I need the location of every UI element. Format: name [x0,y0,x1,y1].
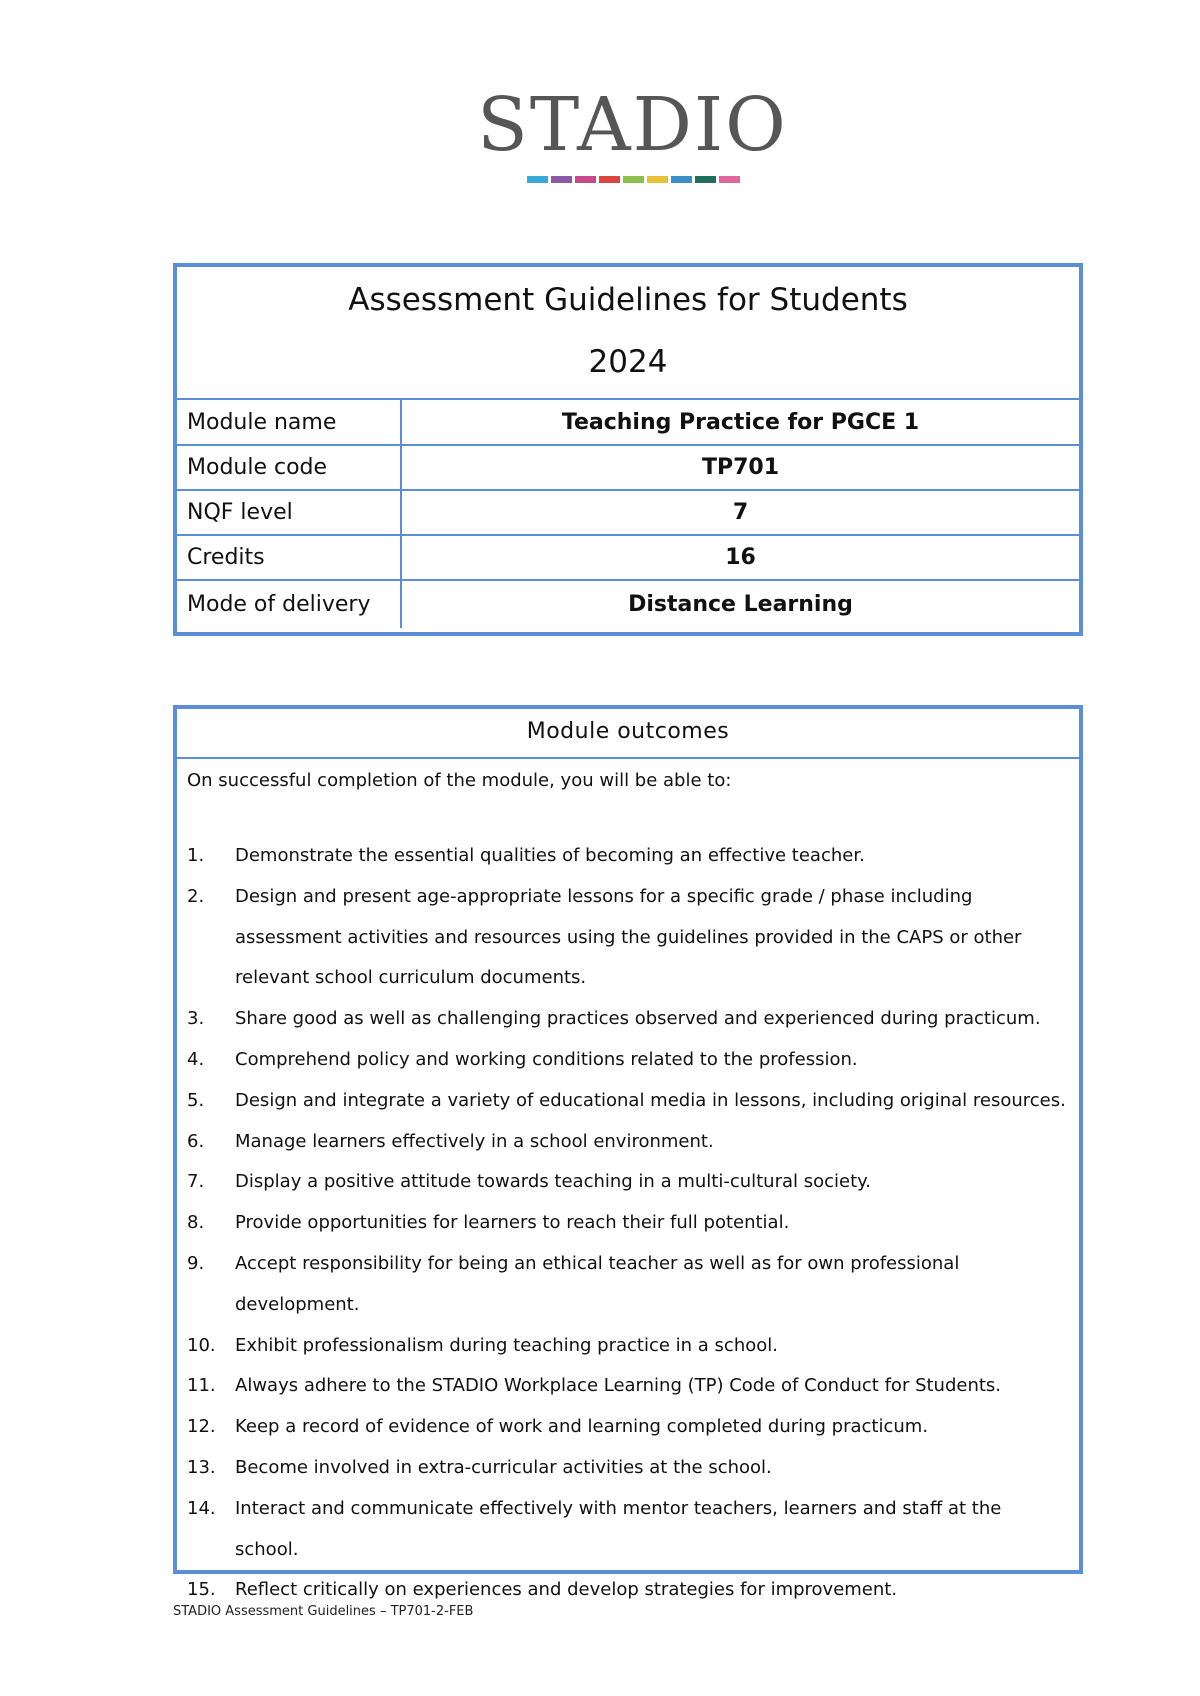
outcome-text: Comprehend policy and working conditions related to the profession. [235,1048,858,1070]
outcome-text: Accept responsibility for being an ethical teacher as well as for own professional development. [235,1252,960,1315]
outcomes-body [177,759,1079,1611]
outcome-text: Manage learners effectively in a school environment. [235,1130,714,1152]
outcomes-intro: On successful completion of the module, you will be able to: [187,770,732,791]
outcome-item [187,836,1069,877]
info-label: Credits [177,535,401,580]
page-title: Assessment Guidelines for Students [348,282,908,318]
logo-bar-segment [527,176,548,183]
outcome-text: Demonstrate the essential qualities of becoming an effective teacher. [235,845,865,866]
outcome-item [187,1081,1069,1122]
outcome-item [187,1203,1069,1244]
info-value: 16 [401,535,1079,580]
info-row [177,580,1079,628]
page-year: 2024 [588,344,668,380]
outcome-text: Display a positive attitude towards teaching in a multi-cultural society. [235,1171,871,1193]
outcome-text: Design and present age-appropriate lessons for a specific grade / phase including assessment activities and resources using the guidelines provided in the CAPS or other relevant school curriculum documents. [235,885,1022,989]
outcome-text: Become involved in extra-curricular activities at the school. [235,1456,772,1478]
outcome-item [187,1326,1069,1367]
outcome-number: 12. [187,1416,216,1438]
info-row [177,445,1079,490]
logo-bar-segment [575,176,596,183]
outcome-text: Interact and communicate effectively with mentor teachers, learners and staff at the school. [235,1497,1002,1560]
outcome-number: 10. [187,1334,216,1356]
outcome-item [187,1244,1069,1326]
outcome-number: 14. [187,1497,216,1519]
logo-bar-segment [599,176,620,183]
outcome-number: 6. [187,1130,205,1152]
outcome-item [187,1407,1069,1448]
outcome-number: 7. [187,1171,205,1193]
module-info-table [177,400,1079,628]
outcome-item [187,1162,1069,1203]
info-label: Module code [177,445,401,490]
info-label: NQF level [177,490,401,535]
outcomes-heading: Module outcomes [177,709,1079,759]
outcome-text: Exhibit professionalism during teaching practice in a school. [235,1334,778,1356]
info-row [177,400,1079,445]
outcome-number: 8. [187,1212,205,1234]
outcome-item [187,1040,1069,1081]
module-outcomes-box [173,705,1083,1601]
outcome-text: Keep a record of evidence of work and learning completed during practicum. [235,1416,929,1438]
outcome-text: Always adhere to the STADIO Workplace Learning (TP) Code of Conduct for Students. [235,1375,1002,1397]
logo-bar-segment [695,176,716,183]
logo-color-bar [527,176,740,183]
info-label: Mode of delivery [177,580,401,628]
outcome-item [187,999,1069,1040]
logo-bar-segment [671,176,692,183]
outcome-number: 15. [187,1579,216,1601]
outcome-number: 13. [187,1456,216,1478]
outcome-number: 9. [187,1252,205,1274]
outcome-text: Design and integrate a variety of educational media in lessons, including original resources. [235,1089,1066,1111]
outcome-number: 4. [187,1048,205,1070]
info-row [177,490,1079,535]
logo-bar-segment [551,176,572,183]
info-row [177,535,1079,580]
stadio-logo [455,80,810,190]
outcome-text: Reflect critically on experiences and develop strategies for improvement. [235,1579,898,1601]
outcome-item [187,1122,1069,1163]
info-value: Teaching Practice for PGCE 1 [401,400,1079,445]
outcome-number: 5. [187,1089,205,1111]
outcome-item [187,1366,1069,1407]
info-value: 7 [401,490,1079,535]
outcome-item [187,1489,1069,1571]
logo-wordmark: STADIO [477,82,788,168]
info-value: Distance Learning [628,592,853,617]
outcome-number: 3. [187,1008,205,1030]
info-value: TP701 [401,445,1079,490]
outcome-number: 11. [187,1375,216,1397]
module-info-box [173,263,1083,636]
outcome-text: Share good as well as challenging practices observed and experienced during practicum. [235,1008,1041,1030]
logo-bar-segment [647,176,668,183]
logo-bar-segment [719,176,740,183]
outcome-number: 2. [187,885,205,907]
outcome-item [187,877,1069,999]
outcome-item [187,1448,1069,1489]
page-footer: STADIO Assessment Guidelines – TP701-2-FEB [173,1604,474,1619]
info-label: Module name [177,400,401,445]
title-block [177,267,1079,400]
logo-bar-segment [623,176,644,183]
outcome-text: Provide opportunities for learners to reach their full potential. [235,1212,790,1234]
outcome-number: 1. [187,845,205,866]
outcomes-list [187,836,1069,1611]
